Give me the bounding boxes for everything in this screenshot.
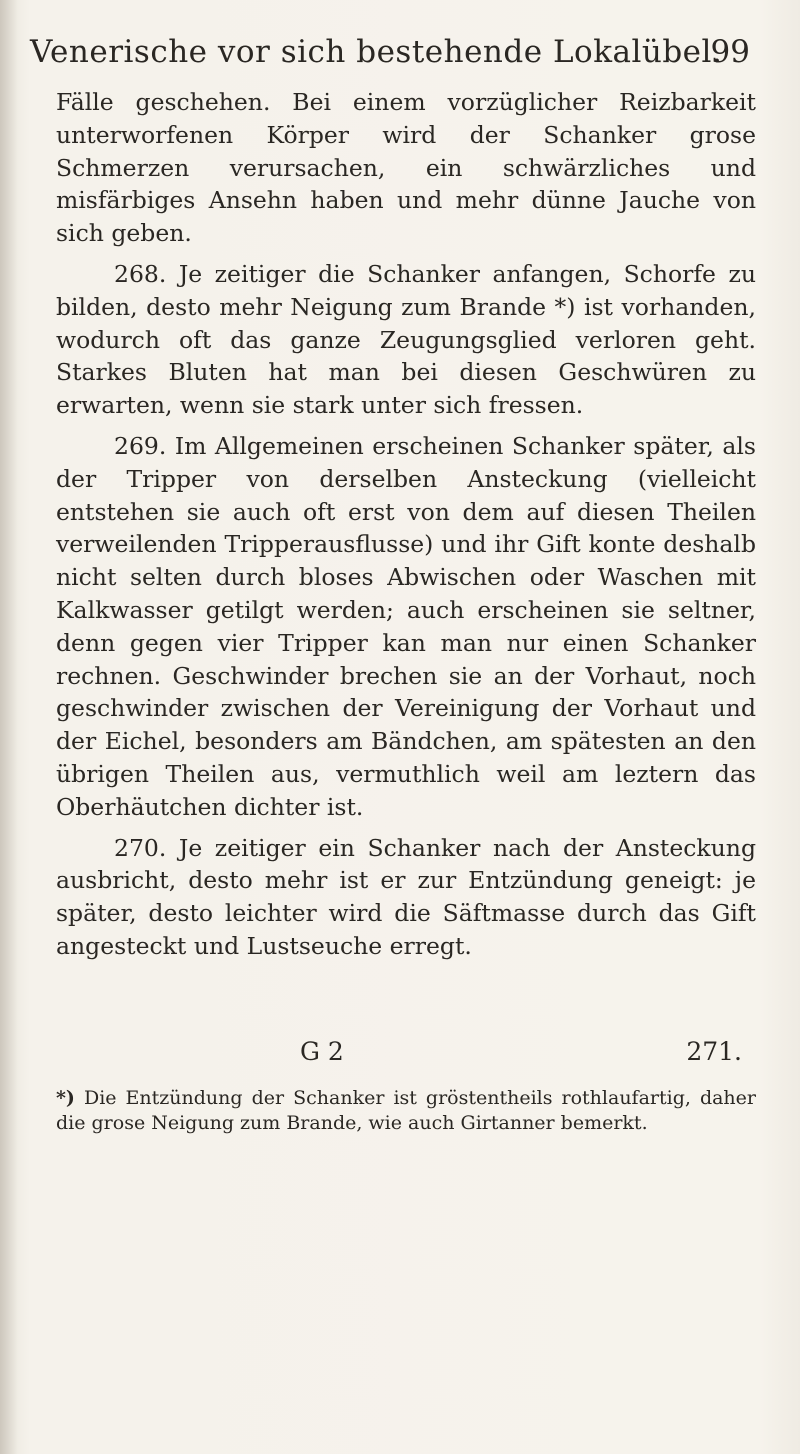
paragraph-text: Je zeitiger die Schanker anfangen, Schorfe zu bilden, desto mehr Neigung zum Brande *) ist vorhanden, wodurch oft das ganze Zeugungsglied verloren geht. Starkes Bluten hat man bei diesen Geschwüren zu erwarten, wenn sie stark unter sich fressen. (56, 259, 756, 420)
footnote-text: Die Entzündung der Schanker ist gröstentheils rothlaufartig, daher die grose Neigung zum Brande, wie auch Girtanner bemerkt. (56, 1087, 756, 1134)
paragraph-number: 270. (114, 833, 167, 862)
paragraph-text: Fälle geschehen. Bei einem vorzüglicher Reizbarkeit unterworfenen Körper wird der Schanker grose Schmerzen verursachen, ein schwärzliches und misfärbiges Ansehn haben und mehr dünne Jauche von sich geben. (56, 88, 756, 248)
paragraph-269 (56, 430, 756, 824)
paragraph-text: Im Allgemeinen erscheinen Schanker später, als der Tripper von derselben Ansteckung (vielleicht entstehen sie auch oft erst von dem auf diesen Theilen verweilenden Tripperausflusse) und ihr Gift konte deshalb nicht selten durch bloses Abwischen oder Waschen mit Kalkwasser getilgt werden; auch erscheinen sie seltner, denn gegen vier Tripper kan man nur einen Schanker rechnen. Geschwinder brechen sie an der Vorhaut, noch geschwinder zwischen der Vereinigung der Vorhaut und der Eichel, besonders am Bändchen, am spätesten an den übrigen Theilen aus, vermuthlich weil am leztern das Oberhäutchen dichter ist. (56, 431, 756, 821)
running-title: Venerische vor sich bestehende Lokalübel. (30, 34, 723, 70)
binding-shadow (0, 0, 18, 1454)
main-text (56, 86, 756, 963)
page-number: 99 (710, 34, 750, 70)
paragraph-continued (56, 86, 756, 250)
paragraph-number: 268. (114, 259, 167, 288)
signature-line (300, 1037, 750, 1071)
paragraph-268 (56, 258, 756, 422)
page-header (30, 30, 750, 78)
footnote-marker: *) (56, 1087, 75, 1109)
footnote (56, 1086, 756, 1135)
paragraph-270 (56, 832, 756, 963)
paragraph-number: 269. (114, 431, 167, 460)
paragraph-text: Je zeitiger ein Schanker nach der Ansteckung ausbricht, desto mehr ist er zur Entzündung geneigt: je später, desto leichter wird die Säftmasse durch das Gift angesteckt und Lustseuche erregt. (56, 833, 756, 960)
signature-mark: G 2 (300, 1037, 344, 1066)
catchword-paragraph-number: 271. (686, 1037, 742, 1066)
